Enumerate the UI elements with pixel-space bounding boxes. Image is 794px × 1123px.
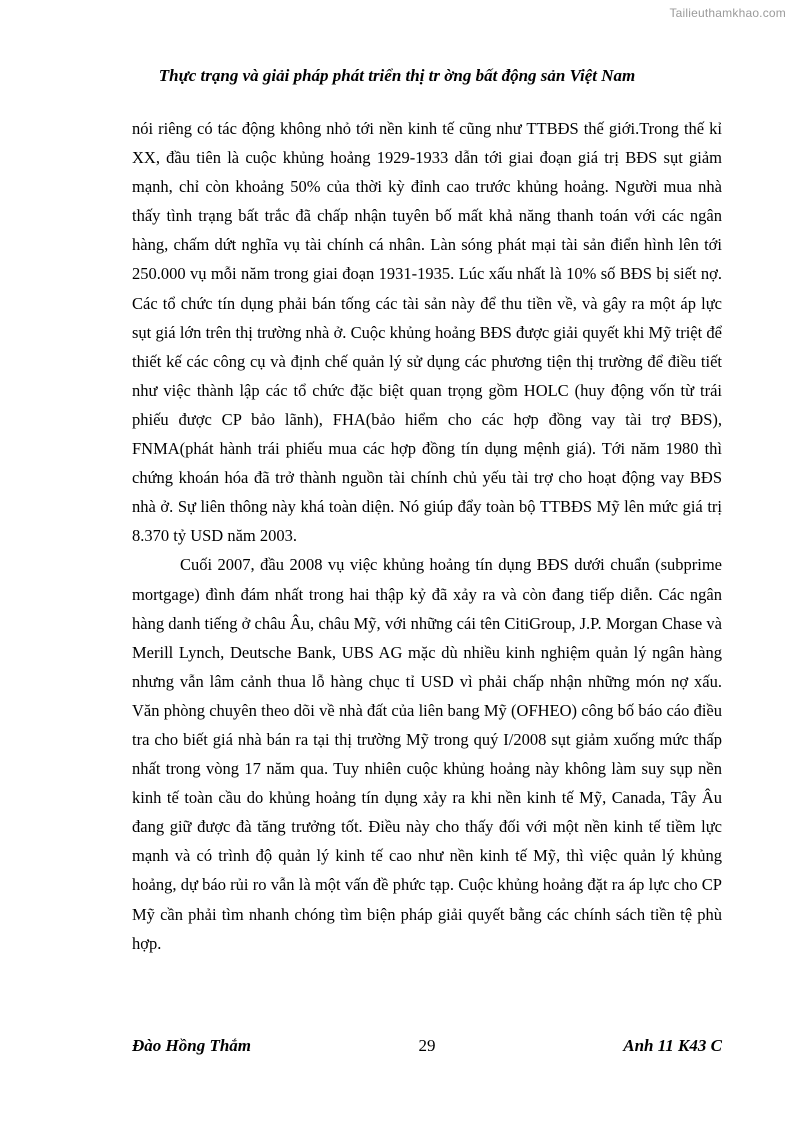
paragraph-1: nói riêng có tác động không nhỏ tới nền kinh tế cũng như TTBĐS thế giới.Trong thế kỉ XX, đầu tiên là cuộc khủng hoảng 1929-1933 dẫn tới giai đoạn giá trị BĐS sụt giảm mạnh, chỉ còn khoảng 50% của thời kỳ đỉnh cao trước khủng hoảng. Người mua nhà thấy tình trạng bất trắc đã chấp nhận tuyên bố mất khả năng thanh toán với các ngân hàng, chấm dứt nghĩa vụ tài chính cá nhân. Làn sóng phát mại tài sản điển hình lên tới 250.000 vụ mỗi năm trong giai đoạn 1931-1935. Lúc xấu nhất là 10% số BĐS bị siết nợ. Các tổ chức tín dụng phải bán tống các tài sản này để thu tiền về, và gây ra một áp lực sụt giá lớn trên thị trường nhà ở. Cuộc khủng hoảng BĐS được giải quyết khi Mỹ triệt để thiết kế các công cụ và định chế quản lý sử dụng các phương tiện thị trường để điều tiết như việc thành lập các tổ chức đặc biệt quan trọng gồm HOLC (huy động vốn từ trái phiếu được CP bảo lãnh), FHA(bảo hiểm cho các hợp đồng vay tài trợ BĐS), FNMA(phát hành trái phiếu mua các hợp đồng tín dụng mệnh giá). Tới năm 1980 thì chứng khoán hóa đã trở thành nguồn tài chính chủ yếu tài trợ cho hoạt động vay BĐS nhà ở. Sự liên thông này khá toàn diện. Nó giúp đẩy toàn bộ TTBĐS Mỹ lên mức giá trị 8.370 tỷ USD năm 2003.: [132, 119, 722, 546]
document-body: [132, 114, 722, 958]
watermark-text: Tailieuthamkhao.com: [669, 6, 786, 20]
paragraph-2: Cuối 2007, đầu 2008 vụ việc khủng hoảng tín dụng BĐS dưới chuẩn (subprime mortgage) đình đám nhất trong hai thập kỷ đã xảy ra và còn đang tiếp diễn. Các ngân hàng danh tiếng ở châu Âu, châu Mỹ, với những cái tên CitiGroup, J.P. Morgan Chase và Merill Lynch, Deutsche Bank, UBS AG mặc dù nhiều kinh nghiệm quản lý ngân hàng nhưng vẫn lâm cảnh thua lỗ hàng chục tỉ USD vì phải chấp nhận những món nợ xấu. Văn phòng chuyên theo dõi về nhà đất của liên bang Mỹ (OFHEO) công bố báo cáo điều tra cho biết giá nhà bán ra tại thị trường Mỹ trong quý I/2008 sụt giảm xuống mức thấp nhất trong vòng 17 năm qua. Tuy nhiên cuộc khủng hoảng này không làm suy sụp nền kinh tế toàn cầu do khủng hoảng tín dụng xảy ra khi nền kinh tế Mỹ, Canada, Tây Âu đang giữ được đà tăng trưởng tốt. Điều này cho thấy đối với một nền kinh tế tiềm lực mạnh và có trình độ quản lý kinh tế cao như nền kinh tế Mỹ, thì việc quản lý khủng hoảng, dự báo rủi ro vẫn là một vấn đề phức tạp. Cuộc khủng hoảng đặt ra áp lực cho CP Mỹ cần phải tìm nhanh chóng tìm biện pháp giải quyết bằng các chính sách tiền tệ phù hợp.: [132, 555, 722, 953]
footer-page-number: 29: [418, 1036, 436, 1055]
footer-class-label: Anh 11 K43 C: [623, 1036, 722, 1055]
page-footer: [132, 1036, 722, 1058]
footer-author: Đào Hồng Thắm: [132, 1036, 252, 1055]
page-header-title: Thực trạng và giải pháp phát triển thị tr ờng bất động sản Việt Nam: [158, 66, 636, 85]
